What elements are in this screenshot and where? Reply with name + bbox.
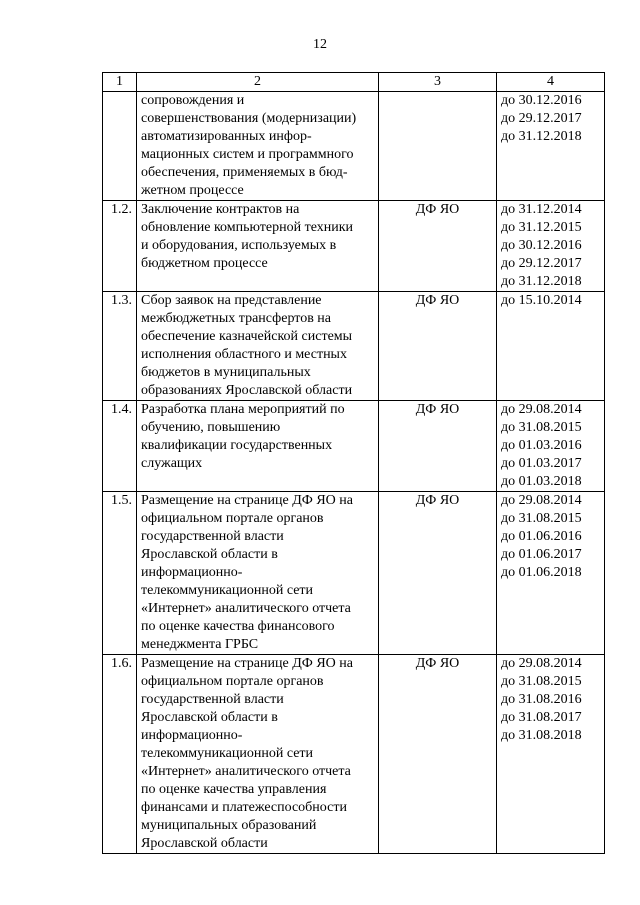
activity-table <box>102 72 605 854</box>
table-row <box>103 401 605 492</box>
activity-description <box>137 655 379 854</box>
table-row <box>103 92 605 201</box>
table-body <box>103 92 605 854</box>
deadlines <box>497 401 605 492</box>
deadline-date: до 01.03.2018 <box>501 474 582 489</box>
row-number: 1.3. <box>103 292 137 401</box>
activity-text-line: официальном портале органов <box>141 511 324 526</box>
deadline-date: до 29.08.2014 <box>501 402 582 417</box>
activity-description <box>137 92 379 201</box>
deadlines <box>497 492 605 655</box>
header-cell-executor: 3 <box>379 73 497 92</box>
deadlines <box>497 655 605 854</box>
activity-text-line: телекоммуникационной сети <box>141 746 314 761</box>
activity-text-line: информационно- <box>141 565 243 580</box>
deadline-date: до 31.12.2015 <box>501 220 582 235</box>
activity-description <box>137 292 379 401</box>
deadlines <box>497 92 605 201</box>
executor: ДФ ЯО <box>379 201 497 292</box>
deadline-date: до 01.03.2017 <box>501 456 582 471</box>
deadline-date: до 31.12.2014 <box>501 202 582 217</box>
activity-text-line: квалификации государственных <box>141 438 333 453</box>
deadline-date: до 29.12.2017 <box>501 111 582 126</box>
activity-text-line: Ярославской области в <box>141 710 278 725</box>
table-row <box>103 292 605 401</box>
deadline-date: до 01.06.2016 <box>501 529 582 544</box>
activity-text-line: государственной власти <box>141 529 284 544</box>
deadline-date: до 31.12.2018 <box>501 129 582 144</box>
deadline-date: до 31.08.2015 <box>501 511 582 526</box>
activity-text-line: обеспечения, применяемых в бюд- <box>141 165 348 180</box>
row-number: 1.5. <box>103 492 137 655</box>
row-number: 1.6. <box>103 655 137 854</box>
activity-text-line: Ярославской области <box>141 836 268 851</box>
activity-text-line: сопровождения и <box>141 93 245 108</box>
deadline-date: до 01.03.2016 <box>501 438 582 453</box>
table-row <box>103 492 605 655</box>
table-row <box>103 201 605 292</box>
activity-text-line: Сбор заявок на представление <box>141 293 322 308</box>
activity-text-line: по оценке качества управления <box>141 782 327 797</box>
row-number <box>103 92 137 201</box>
activity-text-line: образованиях Ярославской области <box>141 383 353 398</box>
activity-description <box>137 492 379 655</box>
activity-text-line: Размещение на странице ДФ ЯО на <box>141 493 353 508</box>
activity-text-line: обучению, повышению <box>141 420 281 435</box>
deadline-date: до 31.12.2018 <box>501 274 582 289</box>
activity-text-line: телекоммуникационной сети <box>141 583 314 598</box>
activity-text-line: менеджмента ГРБС <box>141 637 259 652</box>
activity-text-line: Заключение контрактов на <box>141 202 300 217</box>
deadline-date: до 30.12.2016 <box>501 93 582 108</box>
deadline-date: до 30.12.2016 <box>501 238 582 253</box>
executor: ДФ ЯО <box>379 492 497 655</box>
page-number: 12 <box>313 37 327 52</box>
activity-text-line: государственной власти <box>141 692 284 707</box>
activity-text-line: межбюджетных трансфертов на <box>141 311 332 326</box>
activity-text-line: бюджетном процессе <box>141 256 268 271</box>
executor: ДФ ЯО <box>379 292 497 401</box>
executor: ДФ ЯО <box>379 401 497 492</box>
deadline-date: до 29.08.2014 <box>501 493 582 508</box>
activity-description <box>137 201 379 292</box>
header-row <box>103 73 605 92</box>
activity-text-line: служащих <box>141 456 203 471</box>
deadline-date: до 15.10.2014 <box>501 293 582 308</box>
table-row <box>103 655 605 854</box>
activity-text-line: мационных систем и программного <box>141 147 354 162</box>
deadline-date: до 01.06.2017 <box>501 547 582 562</box>
header-cell-deadline: 4 <box>497 73 605 92</box>
activity-text-line: автоматизированных инфор- <box>141 129 312 144</box>
activity-text-line: Ярославской области в <box>141 547 278 562</box>
activity-text-line: «Интернет» аналитического отчета <box>141 601 351 616</box>
deadline-date: до 29.12.2017 <box>501 256 582 271</box>
activity-text-line: совершенствования (модернизации) <box>141 111 357 126</box>
deadline-date: до 31.08.2015 <box>501 420 582 435</box>
activity-text-line: официальном портале органов <box>141 674 324 689</box>
activity-text-line: «Интернет» аналитического отчета <box>141 764 351 779</box>
deadline-date: до 31.08.2015 <box>501 674 582 689</box>
executor: ДФ ЯО <box>379 655 497 854</box>
row-number: 1.4. <box>103 401 137 492</box>
activity-text-line: жетном процессе <box>141 183 244 198</box>
deadlines <box>497 201 605 292</box>
activity-text-line: исполнения областного и местных <box>141 347 347 362</box>
activity-text-line: информационно- <box>141 728 243 743</box>
deadlines <box>497 292 605 401</box>
activity-text-line: муниципальных образований <box>141 818 317 833</box>
executor <box>379 92 497 201</box>
deadline-date: до 31.08.2017 <box>501 710 582 725</box>
activity-text-line: бюджетов в муниципальных <box>141 365 311 380</box>
activity-description <box>137 401 379 492</box>
activity-text-line: обеспечение казначейской системы <box>141 329 353 344</box>
header-cell-number: 1 <box>103 73 137 92</box>
activity-text-line: и оборудования, используемых в <box>141 238 337 253</box>
deadline-date: до 31.08.2016 <box>501 692 582 707</box>
activity-text-line: Размещение на странице ДФ ЯО на <box>141 656 353 671</box>
activity-text-line: Разработка плана мероприятий по <box>141 402 345 417</box>
activity-text-line: финансами и платежеспособности <box>141 800 347 815</box>
deadline-date: до 29.08.2014 <box>501 656 582 671</box>
deadline-date: до 01.06.2018 <box>501 565 582 580</box>
header-cell-activity: 2 <box>137 73 379 92</box>
row-number: 1.2. <box>103 201 137 292</box>
deadline-date: до 31.08.2018 <box>501 728 582 743</box>
activity-text-line: по оценке качества финансового <box>141 619 335 634</box>
activity-text-line: обновление компьютерной техники <box>141 220 354 235</box>
